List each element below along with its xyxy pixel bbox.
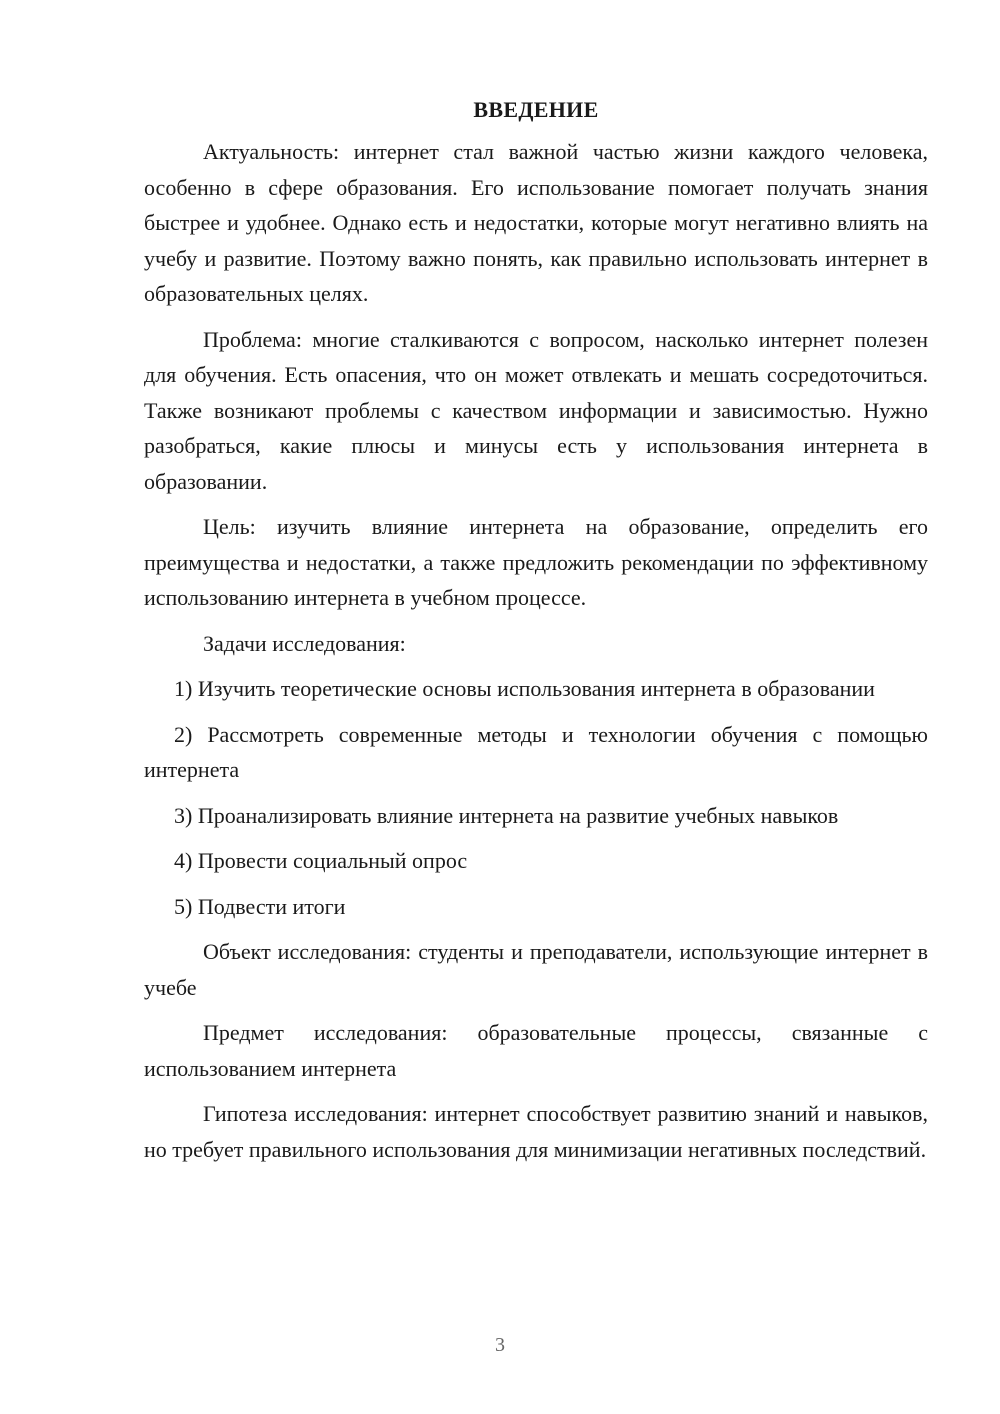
task-item-3: 3) Проанализировать влияние интернета на развитие учебных навыков bbox=[174, 802, 839, 828]
document-page bbox=[144, 92, 928, 1177]
page-title: ВВЕДЕНИЕ bbox=[473, 97, 599, 122]
task-item-2: 2) Рассмотреть современные методы и технологии обучения с помощью интернета bbox=[144, 721, 928, 782]
task-item-5: 5) Подвести итоги bbox=[174, 893, 346, 919]
task-item-1: 1) Изучить теоретические основы использования интернета в образовании bbox=[174, 676, 875, 701]
problem-paragraph: Проблема: многие сталкиваются с вопросом, насколько интернет полезен для обучения. Есть опасения, что он может отвлекать и мешать сосредоточиться. Также возникают проблемы с качеством информации и зависимостью. Нужно разобраться, какие плюсы и минусы есть у использования интернета в образовании. bbox=[144, 326, 928, 494]
goal-paragraph: Цель: изучить влияние интернета на образование, определить его преимущества и недостатки, а также предложить рекомендации по эффективному использованию интернета в учебном процессе. bbox=[144, 514, 928, 610]
subject-paragraph: Предмет исследования: образовательные процессы, связанные с использованием интернета bbox=[144, 1020, 928, 1081]
hypothesis-paragraph: Гипотеза исследования: интернет способствует развитию знаний и навыков, но требует правильного использования для минимизации негативных последствий. bbox=[144, 1101, 928, 1162]
object-paragraph: Объект исследования: студенты и преподаватели, использующие интернет в учебе bbox=[144, 939, 928, 1000]
tasks-heading: Задачи исследования: bbox=[203, 630, 406, 656]
relevance-paragraph: Актуальность: интернет стал важной частью жизни каждого человека, особенно в сфере образования. Его использование помогает получать знания быстрее и удобнее. Однако есть и недостатки, которые могут негативно влиять на учебу и развитие. Поэтому важно понять, как правильно использовать интернет в образовательных целях. bbox=[144, 139, 928, 306]
task-item-4: 4) Провести социальный опрос bbox=[174, 848, 468, 873]
page-number: 3 bbox=[495, 1334, 505, 1356]
